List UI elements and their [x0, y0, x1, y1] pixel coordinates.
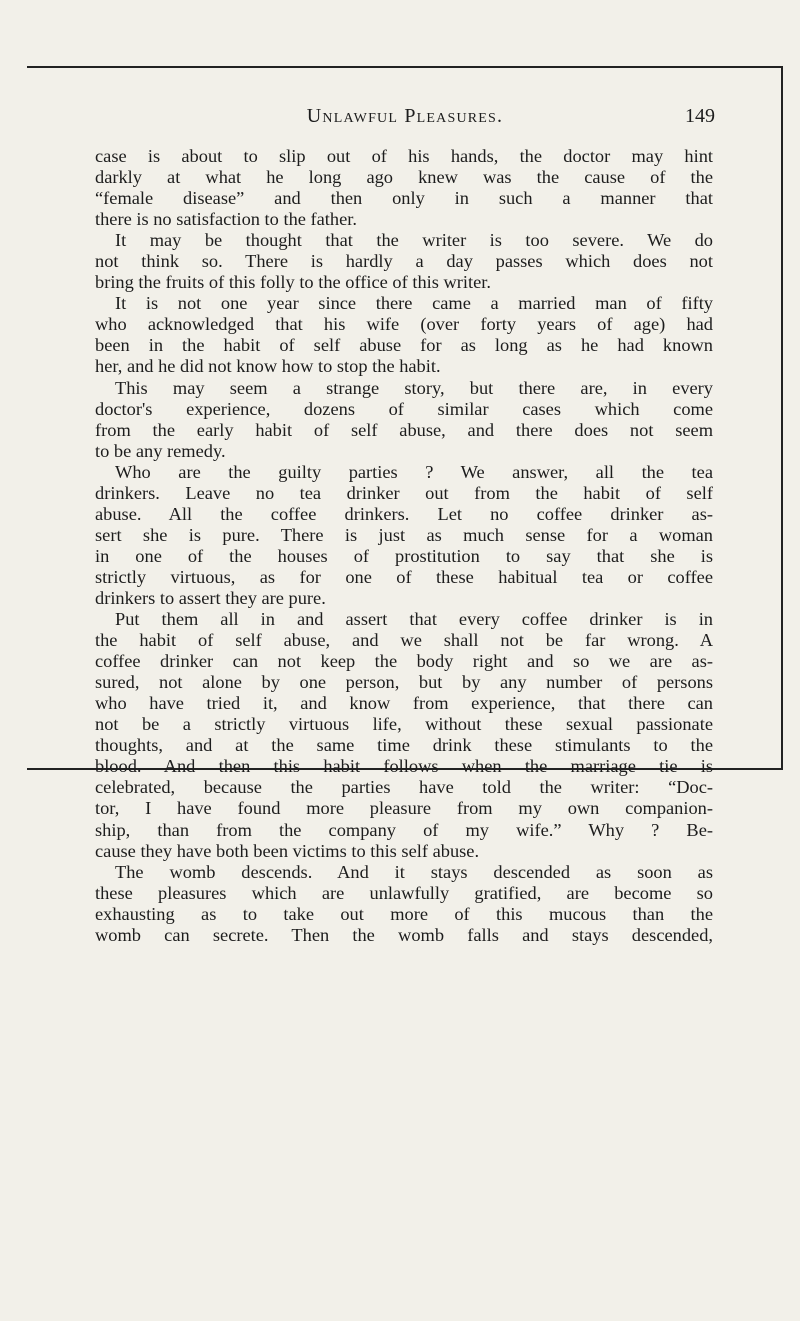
text-line: who acknowledged that his wife (over forty years of age) had [95, 314, 713, 335]
text-line: from the early habit of self abuse, and there does not seem [95, 419, 713, 440]
text-line: Put them all in and assert that every coffee drinker is in [115, 609, 713, 630]
text-line: not be a strictly virtuous life, without these sexual passionate [95, 714, 713, 735]
text-line: who have tried it, and know from experience, that there can [95, 693, 713, 714]
text-line: The womb descends. And it stays descended as soon as [115, 861, 713, 882]
text-line: case is about to slip out of his hands, the doctor may hint [95, 146, 713, 166]
text-line: bring the fruits of this folly to the office of this writer. [95, 272, 492, 293]
text-line: celebrated, because the parties have told the writer: “Doc- [95, 777, 713, 798]
text-line: in one of the houses of prostitution to say that she is [95, 545, 713, 566]
text-line: ship, than from the company of my wife.” Why ? Be- [95, 819, 713, 840]
text-line: It may be thought that the writer is too severe. We do [115, 230, 713, 251]
text-line: This may seem a strange story, but there are, in every [115, 377, 713, 398]
text-line: darkly at what he long ago knew was the cause of the [95, 167, 713, 188]
text-line: doctor's experience, dozens of similar cases which come [95, 398, 713, 419]
text-line: drinkers. Leave no tea drinker out from the habit of self [95, 482, 713, 503]
text-line: these pleasures which are unlawfully gratified, are become so [95, 882, 713, 903]
text-line: It is not one year since there came a married man of fifty [115, 293, 713, 314]
text-line: “female disease” and then only in such a manner that [95, 188, 713, 209]
text-line: cause they have both been victims to this self abuse. [95, 840, 480, 861]
text-line: to be any remedy. [95, 440, 226, 461]
text-line: there is no satisfaction to the father. [95, 209, 357, 230]
text-line: blood. And then this habit follows when the marriage tie is [95, 756, 713, 777]
page-header [95, 104, 715, 128]
text-line: exhausting as to take out more of this mucous than the [95, 903, 713, 924]
text-line: the habit of self abuse, and we shall not be far wrong. A [95, 630, 713, 651]
text-line: been in the habit of self abuse for as long as he had known [95, 335, 713, 356]
running-title: Unlawful Pleasures. [306, 105, 504, 127]
text-line: tor, I have found more pleasure from my own companion- [95, 798, 713, 819]
text-line: sured, not alone by one person, but by any number of persons [95, 672, 713, 693]
text-line: abuse. All the coffee drinkers. Let no coffee drinker as- [95, 503, 713, 524]
text-line: coffee drinker can not keep the body right and so we are as- [95, 651, 713, 672]
text-line: womb can secrete. Then the womb falls and stays descended, [95, 924, 713, 945]
text-line: not think so. There is hardly a day passes which does not [95, 251, 713, 272]
text-line: her, and he did not know how to stop the habit. [95, 356, 441, 377]
text-line: strictly virtuous, as for one of these habitual tea or coffee [95, 566, 713, 587]
text-line: drinkers to assert they are pure. [95, 587, 326, 608]
body-text [95, 146, 713, 946]
text-line: thoughts, and at the same time drink these stimulants to the [95, 735, 713, 756]
text-line: Who are the guilty parties ? We answer, all the tea [115, 461, 713, 482]
page-number: 149 [685, 105, 715, 127]
text-line: sert she is pure. There is just as much sense for a woman [95, 524, 713, 545]
